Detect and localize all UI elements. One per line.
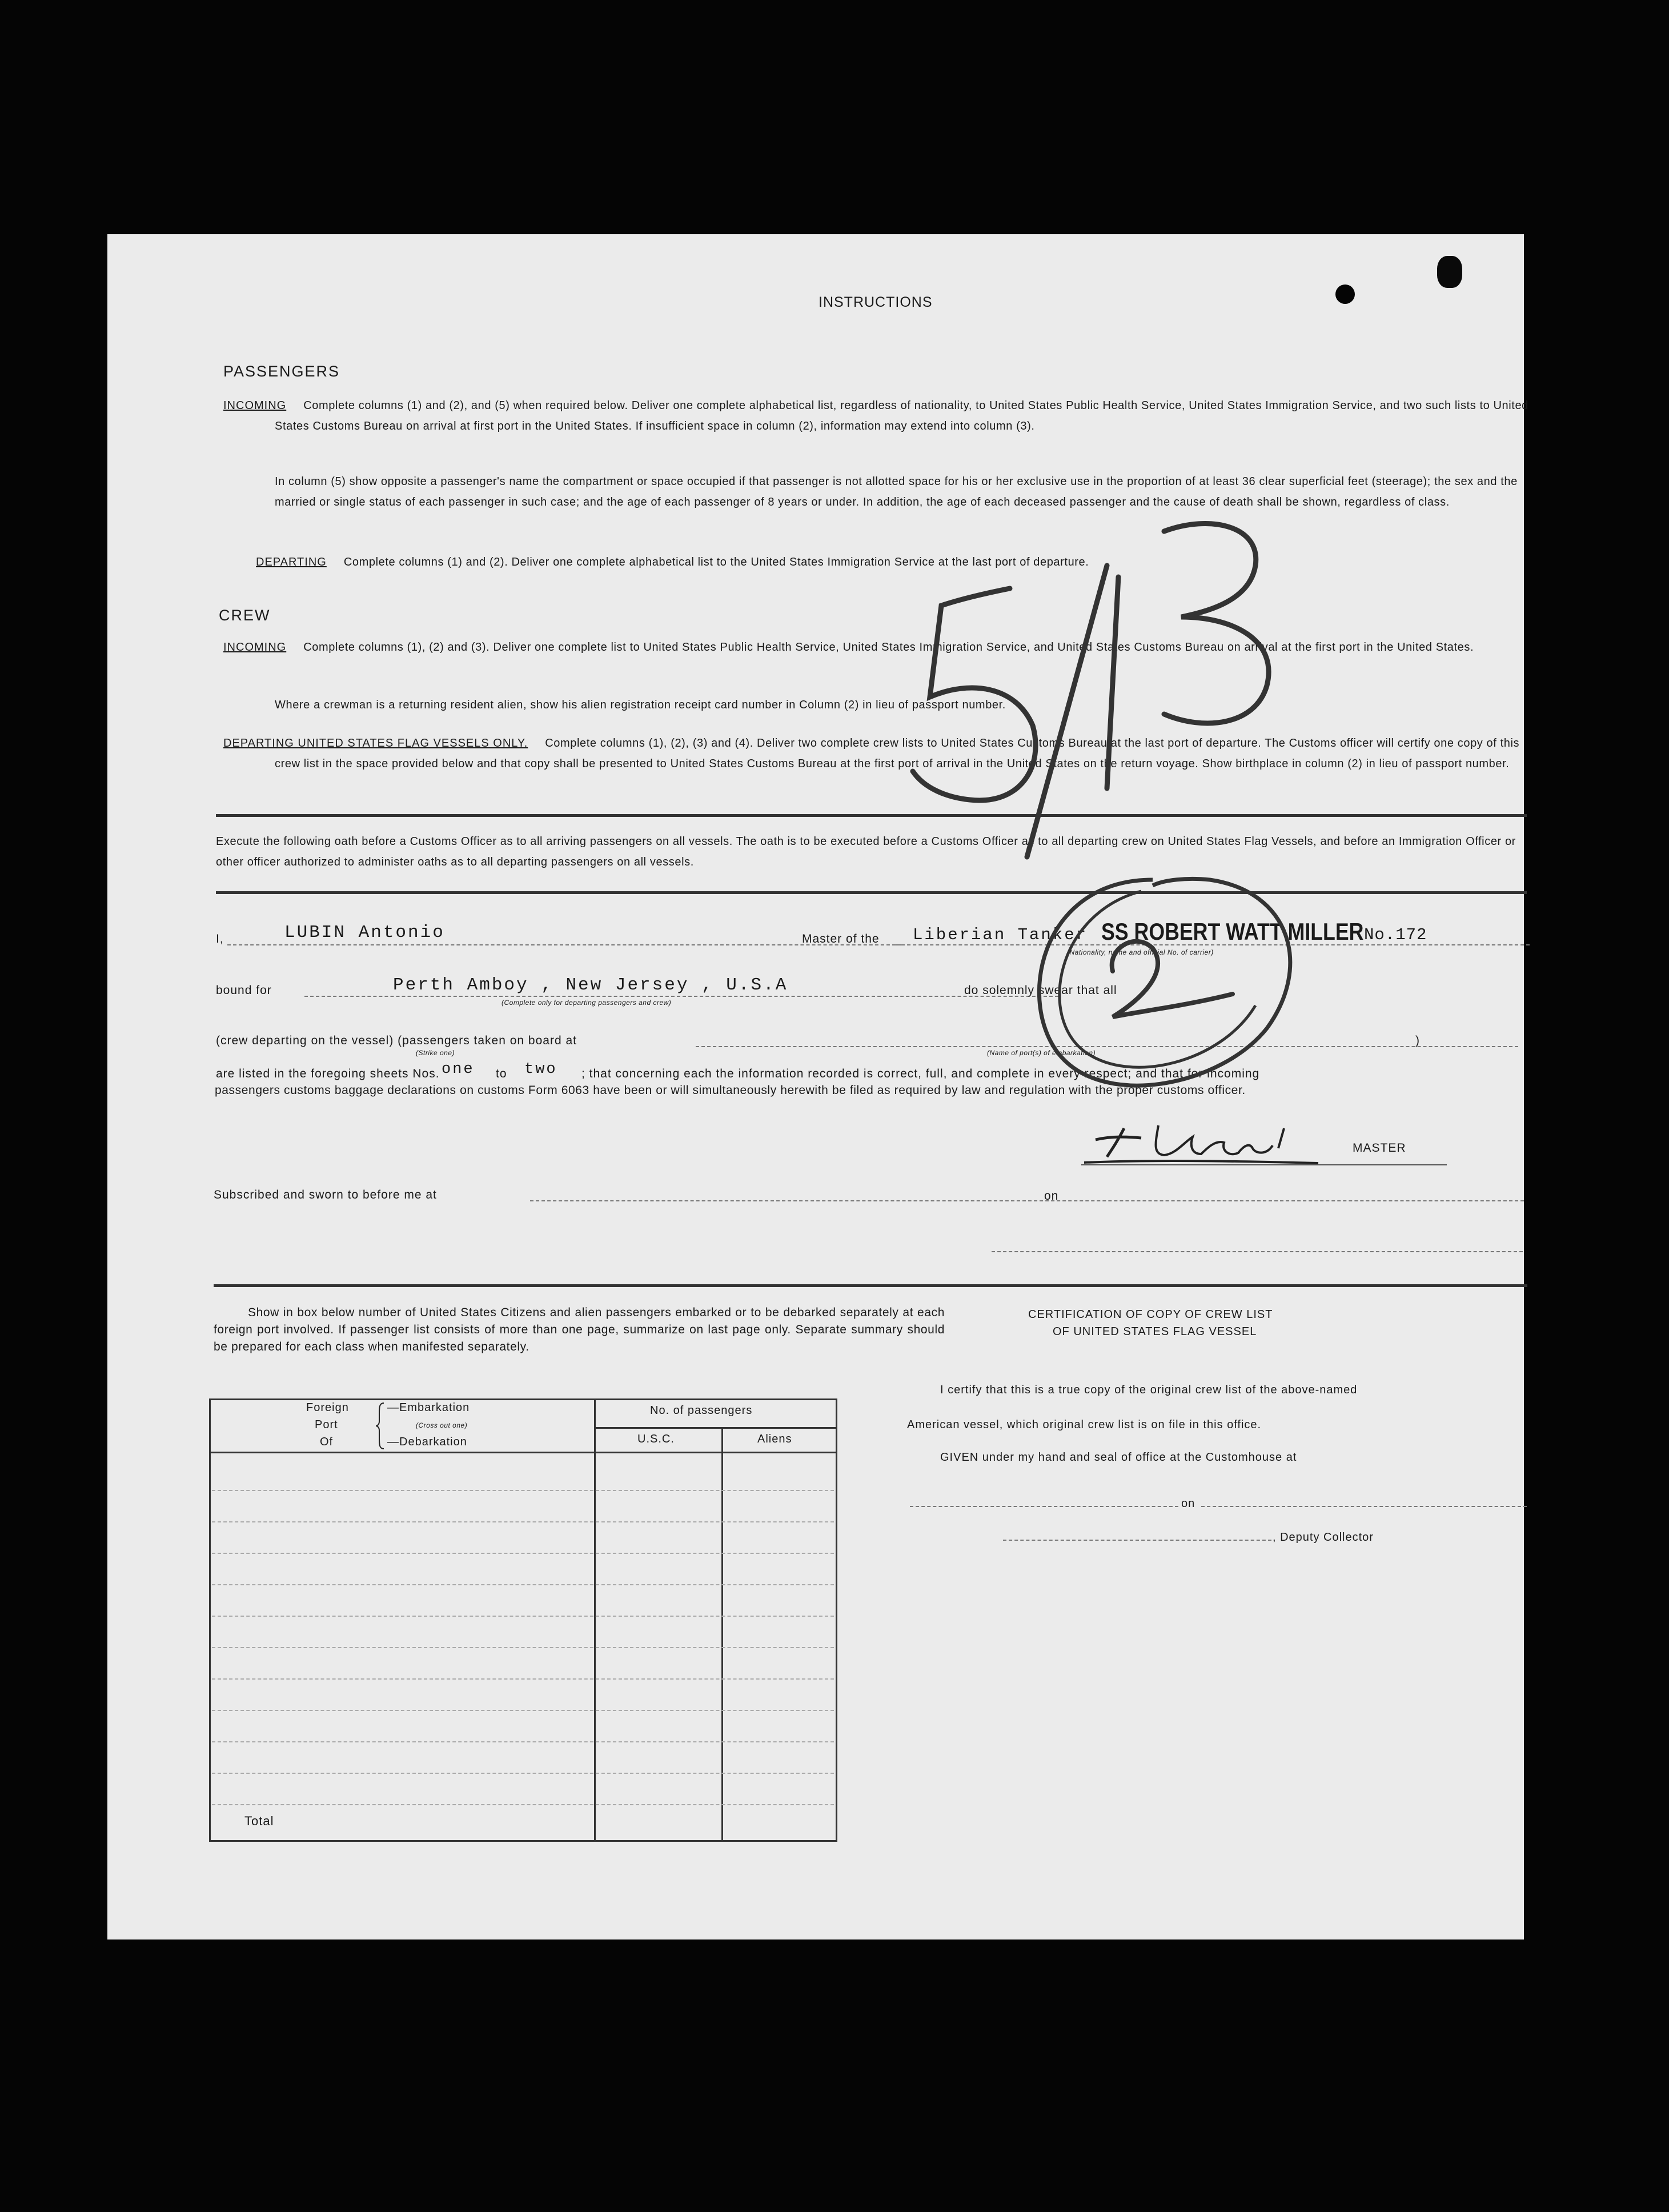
crew-heading: CREW [219, 607, 271, 624]
vessel-name: SS ROBERT WATT MILLER [1101, 918, 1364, 945]
deputy-collector-signature-line [1003, 1540, 1271, 1541]
section-divider [214, 1284, 1527, 1287]
pencil-annotations [867, 514, 1438, 1228]
of-label: Of [320, 1436, 334, 1448]
master-label: MASTER [1353, 1141, 1406, 1155]
customhouse-field-line [910, 1506, 1178, 1507]
crew-departing-text: Complete columns (1), (2), (3) and (4). Deliver two complete crew lists to United States Customs Bureau at the last port of departure. The Customs officer will certify one copy of this crew list in the space provided below and that copy shall be presented to United States Customs Bureau at the first port of arrival in the United States on the return voyage. Show birthplace in column (2) in lieu of passport number. [275, 737, 1520, 770]
vessel-type: Liberian Tanker [913, 925, 1088, 944]
punch-hole [1437, 256, 1462, 288]
master-name: LUBIN Antonio [284, 923, 445, 943]
certify-text-line2: American vessel, which original crew list is on file in this office. [907, 1418, 1262, 1431]
master-name-field-line [227, 944, 901, 945]
embarkation-label: —Embarkation [387, 1401, 470, 1414]
table-row [212, 1584, 834, 1585]
deputy-collector-label: , Deputy Collector [1273, 1531, 1374, 1544]
destination-caption: (Complete only for departing passengers and crew) [501, 999, 672, 1007]
document-page [107, 234, 1528, 1939]
baggage-text: passengers customs baggage declarations on customs Form 6063 have been or will simultaneously herewith be filed as required by law and regulation with the proper customs officer. [215, 1084, 1246, 1097]
table-row [212, 1678, 834, 1680]
table-row [212, 1773, 834, 1774]
passengers-incoming-paragraph [223, 395, 1534, 436]
sheet-to-label: to [496, 1067, 507, 1080]
table-divider [594, 1427, 836, 1429]
certify-text-line1: I certify that this is a true copy of the original crew list of the above-named [940, 1384, 1358, 1396]
cross-out-label: (Cross out one) [416, 1421, 468, 1429]
page-title: INSTRUCTIONS [819, 294, 933, 310]
punch-hole [1335, 284, 1355, 304]
crew-departing-label: DEPARTING UNITED STATES FLAG VESSELS ONLY. [223, 737, 528, 750]
certification-title-line2: OF UNITED STATES FLAG VESSEL [1053, 1325, 1257, 1338]
oath-instructions: Execute the following oath before a Customs Officer as to all arriving passengers on all vessels. The oath is to be executed before a Customs Officer as to all departing crew on United States Flag Vessels, and before an Immigration Officer or other officer authorized to administer oaths as to all departing passengers on all vessels. [216, 835, 1516, 868]
strike-caption: (Strike one) [416, 1049, 455, 1057]
total-label: Total [244, 1814, 274, 1828]
officer-signature-line [992, 1251, 1523, 1252]
certification-title-line1: CERTIFICATION OF COPY OF CREW LIST [1028, 1308, 1273, 1321]
passenger-summary-table [209, 1398, 837, 1842]
subscribed-label: Subscribed and sworn to before me at [214, 1188, 437, 1201]
passengers-incoming-label: INCOMING [223, 399, 287, 412]
certification-on-label: on [1181, 1497, 1195, 1510]
vessel-caption: (Nationality, name and official No. of carrier) [1067, 948, 1214, 956]
table-row [212, 1647, 834, 1648]
table-row [212, 1741, 834, 1742]
summary-instructions: Show in box below number of United States Citizens and alien passengers embarked or to be debarked separately at each foreign port involved. If passenger list consists of more than one page, summarize on last page only. Separate summary should be prepared for each class when manifested separately. [214, 1306, 945, 1353]
passengers-departing-label: DEPARTING [256, 556, 327, 568]
destination: Perth Amboy , New Jersey , U.S.A [393, 975, 788, 995]
table-row [212, 1616, 834, 1617]
master-of-label: Master of the [802, 932, 880, 945]
oath-i-label: I, [216, 932, 224, 945]
sheets-label: are listed in the foregoing sheets Nos. [216, 1067, 440, 1080]
table-row [212, 1710, 834, 1711]
ports-caption: (Name of port(s) of embarkation) [987, 1049, 1096, 1057]
crew-departing-label: (crew departing on the vessel) (passengers taken on board at [216, 1034, 577, 1047]
passengers-heading: PASSENGERS [223, 363, 340, 380]
close-paren: ) [1415, 1034, 1420, 1047]
crew-incoming-text: Complete columns (1), (2) and (3). Deliver one complete list to United States Public Health Service, United States Immigration Service, and United States Customs Bureau on arrival at the first port in the United States. [303, 641, 1474, 654]
table-divider [209, 1452, 836, 1453]
debarkation-label: —Debarkation [387, 1436, 467, 1448]
certification-date-field-line [1201, 1506, 1527, 1507]
crew-resident-paragraph: Where a crewman is a returning resident alien, show his alien registration receipt card number in Column (2) in lieu of passport number. [275, 699, 1006, 711]
passengers-incoming-text: Complete columns (1) and (2), and (5) when required below. Deliver one complete alphabetical list, regardless of nationality, to United States Public Health Service, United States Immigration Service, and two such lists to United States Customs Bureau on arrival at first port in the United States. If insufficient space in column (2), information may extend into column (3). [275, 399, 1528, 432]
table-row [212, 1521, 834, 1522]
crew-incoming-label: INCOMING [223, 641, 287, 654]
passengers-header: No. of passengers [650, 1404, 753, 1417]
vessel-number: No.172 [1364, 925, 1427, 944]
brace-icon [376, 1402, 387, 1450]
table-row [212, 1804, 834, 1805]
bound-for-label: bound for [216, 984, 272, 997]
passengers-column5-paragraph: In column (5) show opposite a passenger's name the compartment or space occupied if that passenger is not allotted space for his or her exclusive use in the proportion of at least 36 clear superficial feet (steerage); the sex and the married or single status of each passenger in such case; and the age of each passenger of 8 years or under. In addition, the age of each deceased passenger and the cause of death shall be shown, regardless of class. [275, 475, 1518, 508]
port-label: Port [315, 1418, 338, 1431]
sheet-from: one [442, 1061, 475, 1078]
table-row [212, 1490, 834, 1491]
passengers-departing-text: Complete columns (1) and (2). Deliver one complete alphabetical list to the United States Immigration Service at the last port of departure. [343, 556, 1089, 568]
sheets-text: ; that concerning each the information recorded is correct, full, and complete in every respect; and that for incoming [581, 1067, 1260, 1080]
subscribed-on-label: on [1044, 1189, 1059, 1203]
given-text: GIVEN under my hand and seal of office at the Customhouse at [940, 1451, 1297, 1464]
table-row [212, 1553, 834, 1554]
usc-header: U.S.C. [637, 1433, 675, 1445]
sheet-to: two [524, 1061, 557, 1078]
swear-label: do solemnly swear that all [964, 984, 1117, 997]
foreign-label: Foreign [306, 1401, 349, 1414]
table-divider [594, 1398, 596, 1840]
aliens-header: Aliens [757, 1433, 792, 1445]
